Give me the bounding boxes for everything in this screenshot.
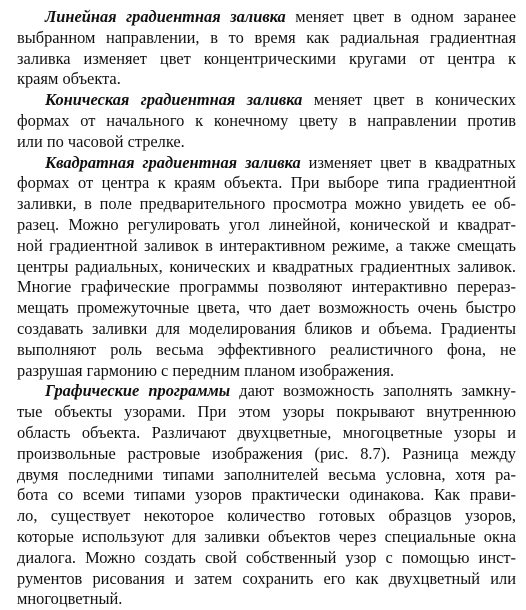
text-line: выполняют роль весьма эффективного реалистичного фона, не bbox=[17, 339, 516, 359]
text-line bbox=[17, 7, 516, 28]
text-line: выбранном направлении, в то время как радиальная градиентная bbox=[17, 27, 516, 47]
text-line: краям объекта. bbox=[17, 69, 121, 89]
text-run: изменяет цвет в квадратных bbox=[300, 152, 517, 172]
text-line: заливка изменяет цвет концентрическими кругами от центра к bbox=[17, 48, 516, 68]
text-line bbox=[17, 153, 516, 174]
text-line: тые объекты узорами. При этом узоры покрывают внутреннюю bbox=[17, 402, 516, 422]
paragraph-linear-gradient bbox=[17, 7, 516, 90]
text-run: меняет цвет в одном заранее bbox=[285, 7, 516, 26]
text-run: меняет цвет в конических bbox=[302, 90, 516, 110]
text-line: ло, существует некоторое количество готовых образцов узоров, bbox=[17, 506, 516, 526]
text-line: которые используют для заливки объектов через специальные окна bbox=[17, 526, 516, 546]
text-line: разрушая гармонию с передним планом изображения. bbox=[17, 360, 395, 380]
paragraph-graphic-programs bbox=[17, 381, 516, 610]
text-line bbox=[17, 381, 516, 402]
text-line: разец. Можно регулировать угол линейной, конической и квадрат- bbox=[17, 214, 516, 234]
text-line: или по часовой стрелке. bbox=[17, 131, 185, 151]
term-linear-gradient: Линейная градиентная заливка bbox=[45, 7, 286, 26]
text-line: бота со всеми типами узоров практически одинакова. Как прави- bbox=[17, 485, 516, 505]
text-line: ной градиентной заливок в интерактивном режиме, а также смещать bbox=[17, 235, 516, 255]
paragraph-conical-gradient bbox=[17, 90, 516, 152]
text-line: формах от начального к конечному цвету в направлении против bbox=[17, 110, 516, 130]
text-line: многоцветный. bbox=[17, 589, 123, 609]
text-line: произвольные растровые изображения (рис. 8.7). Разница между bbox=[17, 443, 516, 463]
text-run: дают возможность заполнять замкну- bbox=[230, 381, 516, 401]
text-line: центры радиальных, конических и квадратных градиентных заливок. bbox=[17, 256, 516, 276]
text-line: создавать заливки для моделирования бликов и объема. Градиенты bbox=[17, 318, 516, 338]
term-graphic-programs: Графические программы bbox=[45, 381, 231, 401]
text-line bbox=[17, 90, 516, 111]
text-line: формах от центра к краям объекта. При выборе типа градиентной bbox=[17, 173, 516, 193]
paragraph-square-gradient bbox=[17, 153, 516, 382]
text-line: рументов рисования и затем сохранить его как двухцветный или bbox=[17, 568, 516, 588]
text-line: двумя последними типами заполнителей весьма условна, хотя ра- bbox=[17, 464, 516, 484]
term-conical-gradient: Коническая градиентная заливка bbox=[45, 90, 303, 110]
text-line: заливки, в поле предварительного просмотра можно увидеть ее об- bbox=[17, 194, 516, 214]
text-line: область объекта. Различают двухцветные, многоцветные узоры и bbox=[17, 422, 516, 442]
text-line: мещать промежуточные цвета, что дает возможность очень быстро bbox=[17, 298, 516, 318]
term-square-gradient: Квадратная градиентная заливка bbox=[45, 152, 301, 172]
text-line: Многие графические программы позволяют интерактивно перераз- bbox=[17, 277, 516, 297]
text-line: диалога. Можно создать свой собственный узор с помощью инст- bbox=[17, 547, 516, 567]
